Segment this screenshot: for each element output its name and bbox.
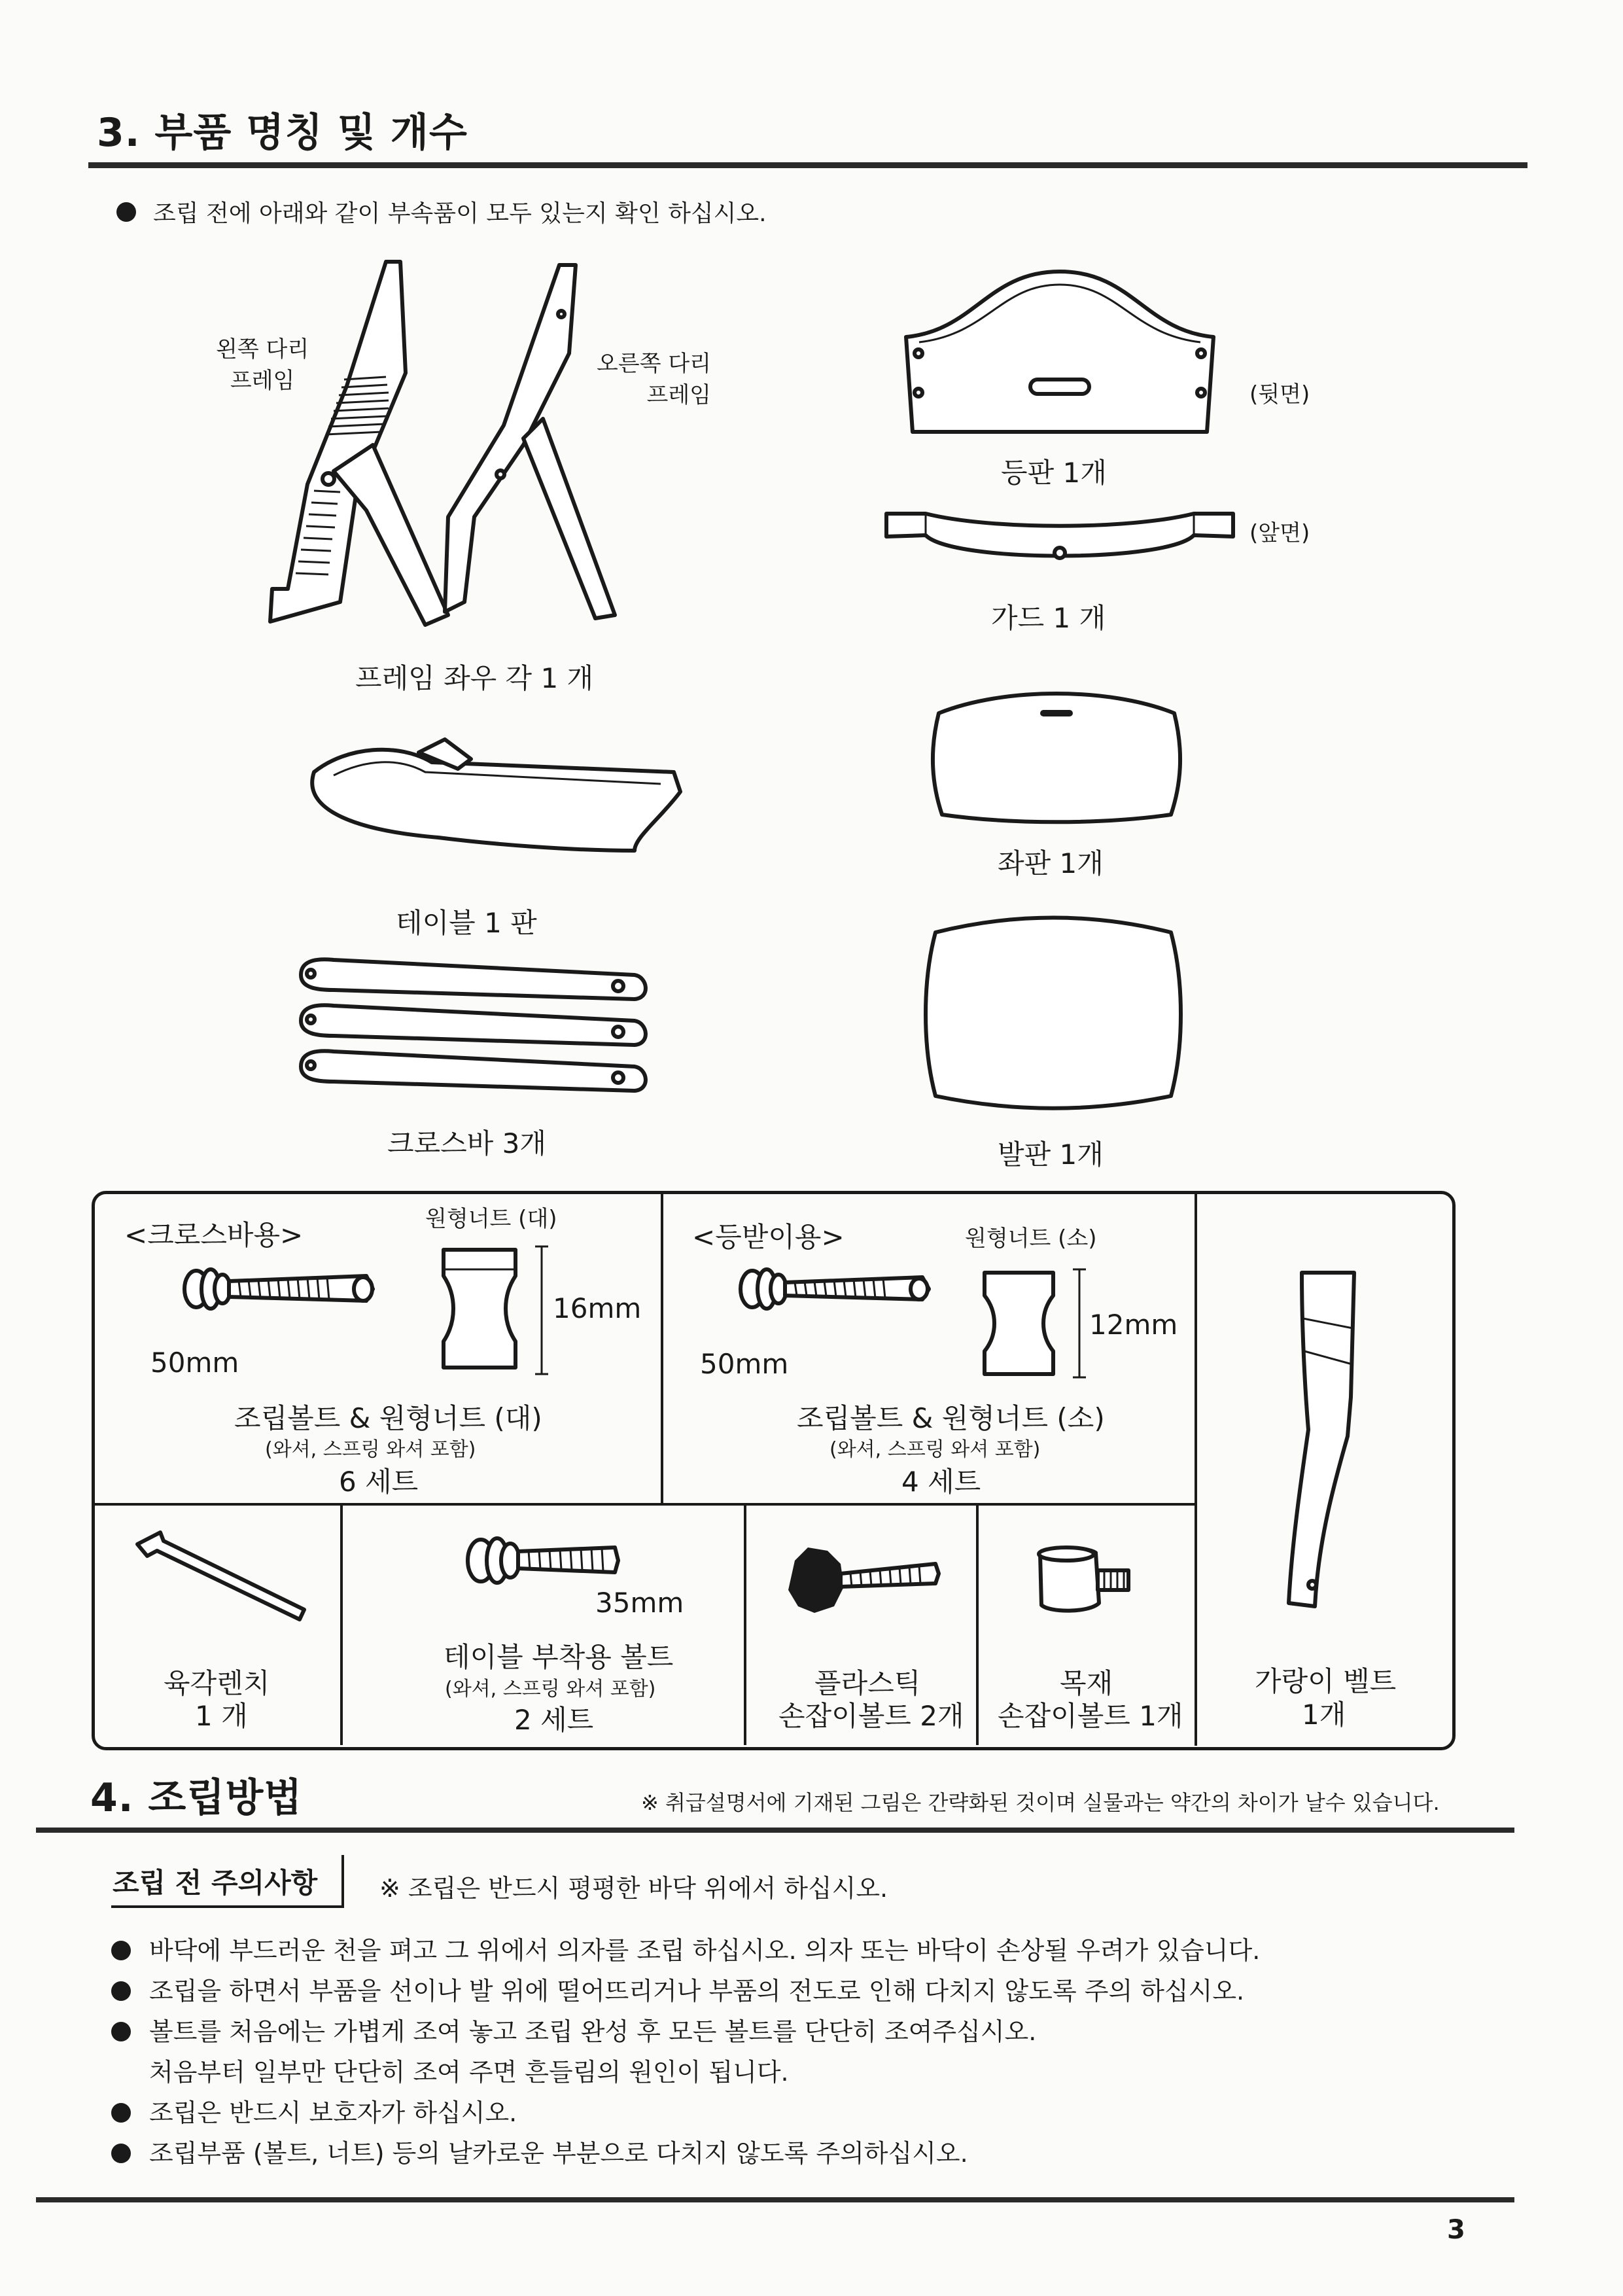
hardware-divider-v1: [661, 1193, 663, 1503]
seat-caption: 좌판 1개: [998, 847, 1104, 879]
footrest-illustration: [916, 916, 1191, 1112]
bullet-dot: [116, 202, 136, 222]
frames-caption: 프레임 좌우 각 1 개: [355, 662, 594, 694]
section-4-title: 4. 조립방법: [90, 1775, 303, 1821]
wrench-count: 1 개: [195, 1700, 248, 1732]
section-4-disclaimer: ※ 취급설명서에 기재된 그림은 간략화된 것이며 실물과는 약간의 차이가 날수 있습니다.: [641, 1790, 1440, 1815]
right-leg-label: 오른쪽 다리 프레임: [597, 351, 712, 408]
hardware-divider-v3: [340, 1503, 343, 1745]
hardware-divider-v4: [744, 1503, 746, 1745]
wood-knob-l2: 손잡이볼트 1개: [998, 1700, 1183, 1732]
plastic-knob-l2: 손잡이볼트 2개: [778, 1700, 964, 1732]
caution-bullets: [111, 1930, 1260, 2174]
caution-title-divider: [341, 1855, 344, 1908]
leg-frames-illustration: [249, 249, 720, 654]
left-leg-label: 왼쪽 다리 프레임: [216, 336, 309, 394]
caution-item: 조립은 반드시 보호자가 하십시오.: [111, 2093, 1260, 2133]
caution-item: 바닥에 부드러운 천을 펴고 그 위에서 의자를 조립 하십시오. 의자 또는 바닥이 손상될 우려가 있습니다.: [111, 1930, 1260, 1971]
plastic-knob-bolt-illustration: [778, 1534, 949, 1626]
nut-large-size: 16mm: [553, 1292, 642, 1324]
bullet-dot: [111, 2144, 131, 2163]
crossbar-caption: 크로스바 3개: [387, 1127, 546, 1159]
table-bolt-illustration: [458, 1528, 628, 1593]
bolt-50mm-icon: [177, 1256, 386, 1322]
set1-title: 조립볼트 & 원형너트 (대): [234, 1402, 542, 1434]
wood-knob-l1: 목재: [1060, 1667, 1113, 1699]
section-3-title: 3. 부품 명칭 및 개수: [97, 110, 468, 156]
bolt-50mm-small-icon: [733, 1256, 942, 1322]
intro-text: 조립 전에 아래와 같이 부속품이 모두 있는지 확인 하십시오.: [153, 200, 767, 227]
nut-small-size: 12mm: [1089, 1309, 1178, 1341]
bullet-dot: [111, 1981, 131, 2001]
caution-item: 조립부품 (볼트, 너트) 등의 날카로운 부분으로 다치지 않도록 주의하십시오.: [111, 2133, 1260, 2174]
hardware-divider-h: [94, 1503, 1195, 1506]
footer-rule: [36, 2197, 1514, 2202]
caution-item-continuation: 처음부터 일부만 단단히 조여 주면 흔들림의 원인이 됩니다.: [149, 2058, 789, 2087]
front-side-note: (앞면): [1249, 520, 1310, 546]
backrest-caption: 등판 1개: [1001, 457, 1107, 489]
wood-knob-bolt-illustration: [1034, 1541, 1145, 1619]
bolt1-size: 50mm: [150, 1347, 239, 1379]
table-bolt-note: (와셔, 스프링 와셔 포함): [445, 1678, 656, 1701]
bullet-dot: [111, 1941, 131, 1960]
nut-small-label: 원형너트 (소): [965, 1226, 1097, 1252]
bullet-dot: [111, 2022, 131, 2041]
set1-count: 6 세트: [339, 1466, 419, 1498]
belt-count: 1개: [1302, 1699, 1346, 1731]
caution-title: 조립 전 주의사항: [113, 1867, 318, 1899]
hardware-divider-v5: [976, 1503, 979, 1745]
crotch-belt-illustration: [1276, 1266, 1380, 1619]
backrest-illustration: [896, 265, 1223, 442]
hardware-divider-v2: [1195, 1193, 1197, 1746]
round-nut-large-icon: [437, 1243, 568, 1381]
set2-note: (와셔, 스프링 와셔 포함): [829, 1438, 1041, 1461]
guard-caption: 가드 1 개: [991, 602, 1106, 634]
intro-line: [116, 195, 767, 228]
set2-count: 4 세트: [901, 1466, 981, 1498]
bolt2-size: 50mm: [700, 1348, 789, 1380]
back-hardware-group: <등받이용>: [692, 1221, 845, 1253]
table-bolt-size: 35mm: [595, 1587, 684, 1619]
hex-wrench-illustration: [131, 1525, 314, 1629]
back-side-note: (뒷면): [1249, 381, 1310, 408]
table-caption: 테이블 1 판: [396, 907, 537, 939]
table-bolt-count: 2 세트: [514, 1704, 594, 1736]
caution-note: ※ 조립은 반드시 평평한 바닥 위에서 하십시오.: [379, 1874, 888, 1903]
page-number: 3: [1447, 2215, 1465, 2245]
crossbar-hardware-group: <크로스바용>: [124, 1219, 304, 1251]
footrest-caption: 발판 1개: [998, 1139, 1104, 1171]
set1-note: (와셔, 스프링 와셔 포함): [265, 1438, 476, 1461]
caution-title-underline: [111, 1905, 343, 1908]
set2-title: 조립볼트 & 원형너트 (소): [797, 1402, 1105, 1434]
wrench-name: 육각렌치: [164, 1667, 270, 1699]
plastic-knob-l1: 플라스틱: [814, 1667, 921, 1699]
round-nut-small-icon: [978, 1266, 1096, 1384]
caution-item: 볼트를 처음에는 가볍게 조여 놓고 조립 완성 후 모든 볼트를 단단히 조여주십시오.: [111, 2011, 1260, 2052]
bullet-dot: [111, 2103, 131, 2123]
nut-large-label: 원형너트 (대): [425, 1206, 557, 1232]
seat-illustration: [926, 687, 1187, 824]
table-bolt-name: 테이블 부착용 볼트: [444, 1641, 674, 1673]
crossbars-illustration: [294, 952, 661, 1109]
belt-name: 가랑이 벨트: [1255, 1665, 1397, 1697]
table-illustration: [294, 733, 687, 870]
caution-item: 조립을 하면서 부품을 선이나 발 위에 떨어뜨리거나 부품의 전도로 인해 다치지 않도록 주의 하십시오.: [111, 1971, 1260, 2011]
section-4-rule: [36, 1828, 1514, 1833]
guard-illustration: [880, 504, 1240, 582]
section-3-rule: [88, 162, 1527, 168]
